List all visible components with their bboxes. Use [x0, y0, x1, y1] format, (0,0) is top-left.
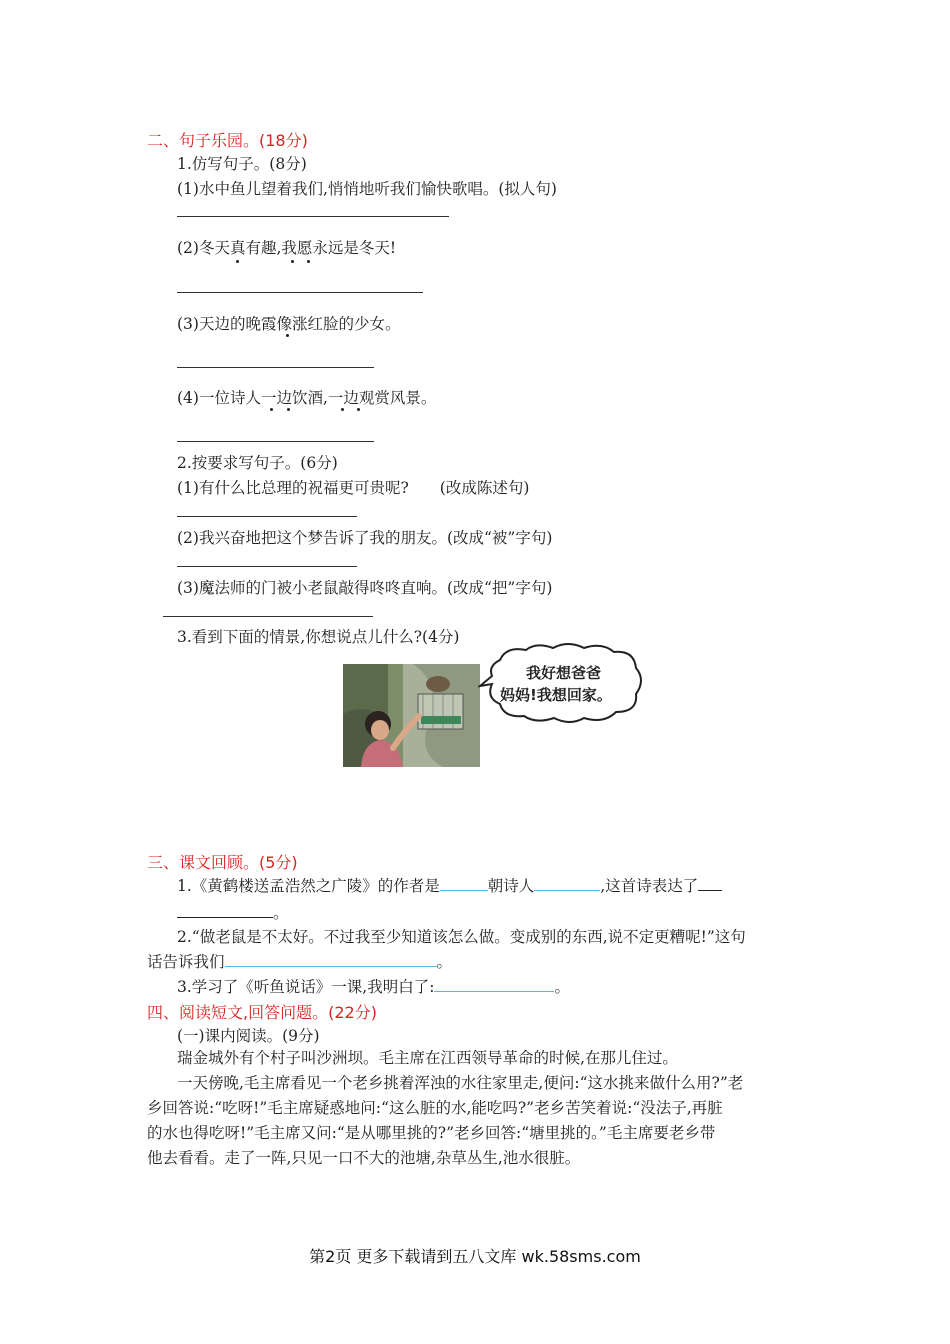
- s3-q3-text: 3.学习了《听鱼说话》一课,我明白了:: [177, 978, 435, 996]
- answer-line-q1-4[interactable]: [177, 441, 374, 442]
- reading-para-2-line-1: 一天傍晚,毛主席看见一个老乡挑着浑浊的水往家里走,便问:“这水挑来做什么用?”老: [177, 1074, 744, 1092]
- q1-item-2: (2)冬天真有趣,我愿永远是冬天!: [177, 239, 397, 257]
- reading-para-2-line-3: 的水也得吃呀!”毛主席又问:“是从哪里挑的?”老乡回答:“塘里挑的。”毛主席要老乡带: [147, 1124, 716, 1142]
- bubble-line-1: 我好想爸爸: [526, 664, 602, 682]
- blank-dynasty-poet[interactable]: [534, 874, 600, 891]
- emphasis-dot: [341, 408, 344, 411]
- emphasis-dot: [287, 408, 290, 411]
- section3-q2-line2: [147, 950, 452, 972]
- blank-lesson[interactable]: [225, 950, 437, 967]
- blank-expression-cont[interactable]: [177, 905, 273, 918]
- reading-para-2-line-4: 他去看看。走了一阵,只见一口不大的池塘,杂草丛生,池水很脏。: [147, 1149, 581, 1167]
- emphasis-dot: [357, 408, 360, 411]
- s3-q2-end: 。: [436, 953, 453, 971]
- q3-title: 3.看到下面的情景,你想说点儿什么?(4分): [177, 628, 460, 646]
- answer-line-q2-1[interactable]: [177, 516, 357, 517]
- q2-item-1: (1)有什么比总理的祝福更可贵呢? (改成陈述句): [177, 479, 530, 497]
- section3-q1-cont: [177, 901, 289, 923]
- q1-title: 1.仿写句子。(8分): [177, 155, 307, 173]
- emphasis-dot: [307, 260, 310, 263]
- page-footer: 第2页 更多下载请到五八文库 wk.58sms.com: [309, 1247, 641, 1266]
- answer-line-q1-2[interactable]: [177, 292, 423, 293]
- s3-q1-text-c: ,这首诗表达了: [600, 877, 699, 895]
- q2-item-2: (2)我兴奋地把这个梦告诉了我的朋友。(改成“被”字句): [177, 529, 553, 547]
- blank-expression-start[interactable]: [698, 874, 722, 891]
- emphasis-dot: [291, 260, 294, 263]
- q1-item-3: (3)天边的晚霞像涨红脸的少女。: [177, 315, 401, 333]
- blank-understanding[interactable]: [434, 975, 554, 992]
- answer-line-q2-2[interactable]: [177, 566, 357, 567]
- q1-item-1: (1)水中鱼儿望着我们,悄悄地听我们愉快歌唱。(拟人句): [177, 180, 557, 198]
- emphasis-dot: [286, 334, 289, 337]
- section4-sub: (一)课内阅读。(9分): [177, 1027, 320, 1045]
- s3-q1-text-b: 朝诗人: [487, 877, 535, 895]
- section3-title: 三、课文回顾。(5分): [147, 853, 298, 872]
- q2-item-3: (3)魔法师的门被小老鼠敲得咚咚直响。(改成“把”字句): [177, 579, 553, 597]
- blank-author[interactable]: [440, 874, 488, 891]
- s3-q1-end: 。: [273, 904, 289, 922]
- answer-line-q1-3[interactable]: [177, 367, 374, 368]
- s3-q1-text-a: 1.《黄鹤楼送孟浩然之广陵》的作者是: [177, 877, 440, 895]
- s3-q3-end: 。: [554, 978, 570, 996]
- emphasis-dot: [270, 408, 273, 411]
- emphasis-dot: [236, 260, 239, 263]
- reading-para-1: 瑞金城外有个村子叫沙洲坝。毛主席在江西领导革命的时候,在那儿住过。: [177, 1049, 678, 1067]
- speech-bubble: [478, 640, 648, 726]
- section3-q3: [177, 975, 570, 997]
- section3-q2-line1: 2.“做老鼠是不太好。不过我至少知道该怎么做。变成别的东西,说不定更糟呢!”这句: [177, 928, 746, 946]
- q2-title: 2.按要求写句子。(6分): [177, 454, 338, 472]
- answer-line-q2-3[interactable]: [163, 616, 373, 617]
- q1-item-4: (4)一位诗人一边饮酒,一边观赏风景。: [177, 389, 437, 407]
- answer-line-q1-1[interactable]: [177, 216, 449, 217]
- s3-q2-text: 话告诉我们: [147, 953, 225, 971]
- section3-q1: [177, 874, 722, 896]
- reading-para-2-line-2: 乡回答说:“吃呀!”毛主席疑惑地问:“这么脏的水,能吃吗?”老乡苦笑着说:“没法子,再脏: [147, 1099, 723, 1117]
- section2-title: 二、句子乐园。(18分): [147, 131, 308, 150]
- photo-child-with-birdcage: [343, 664, 480, 767]
- bubble-line-2: 妈妈!我想回家。: [500, 686, 612, 704]
- section4-title: 四、阅读短文,回答问题。(22分): [147, 1003, 377, 1022]
